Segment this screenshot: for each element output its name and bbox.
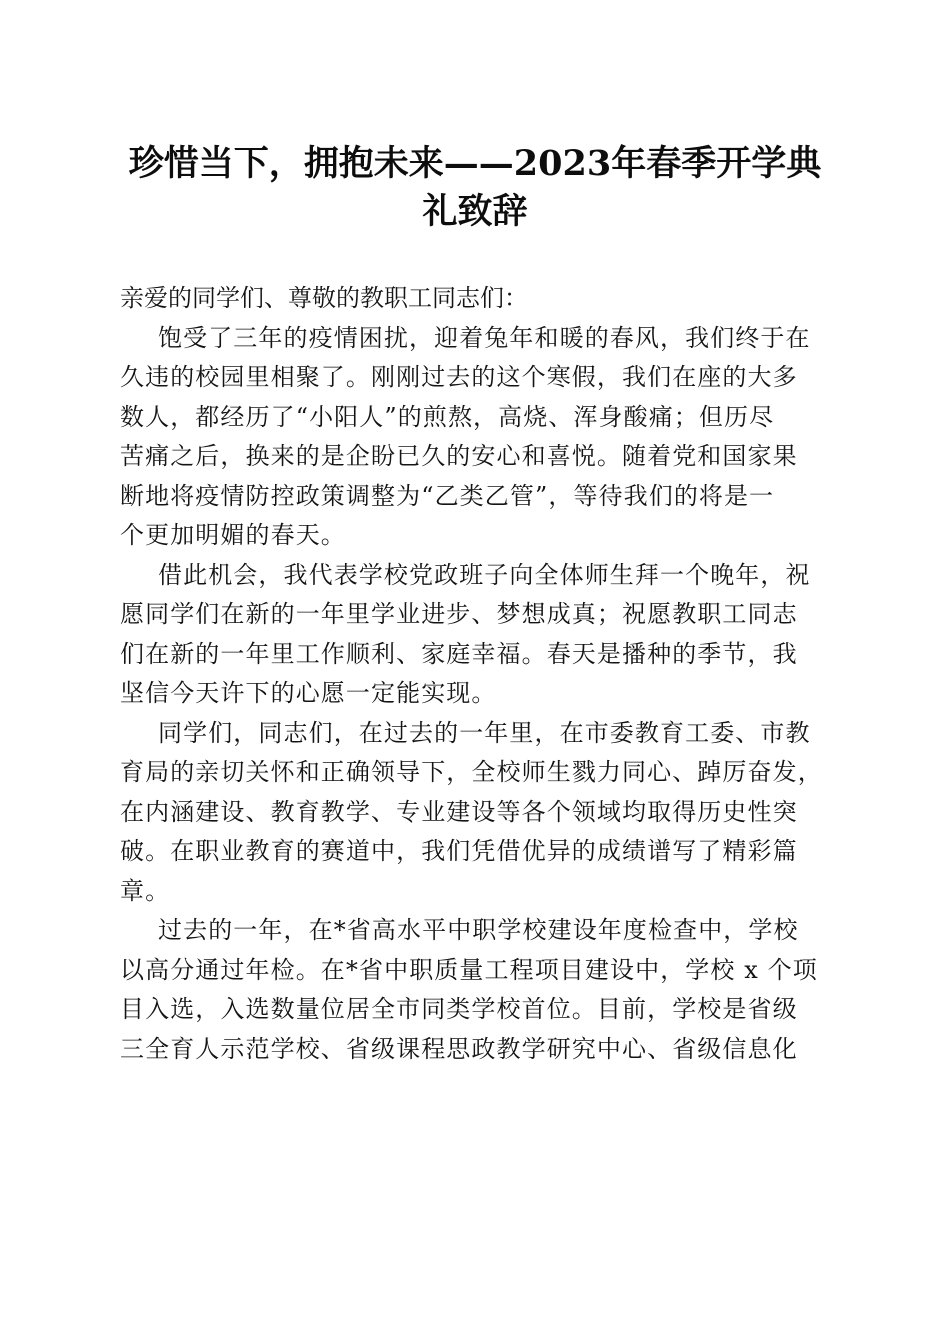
paragraph-2 bbox=[120, 556, 832, 714]
title-line-2: 礼致辞 bbox=[422, 191, 528, 232]
paragraph-line: 借此机会，我代表学校党政班子向全体师生拜一个晚年，祝 bbox=[158, 560, 811, 589]
paragraph-line: 过去的一年，在*省高水平中职学校建设年度检查中，学校 bbox=[158, 916, 799, 944]
paragraph-line: 愿同学们在新的一年里学业进步、梦想成真；祝愿教职工同志 bbox=[120, 600, 798, 628]
paragraph-3 bbox=[120, 714, 832, 912]
paragraph-line: 饱受了三年的疫情困扰，迎着兔年和暖的春风，我们终于在 bbox=[158, 323, 811, 352]
paragraph-1 bbox=[120, 319, 832, 556]
paragraph-4 bbox=[120, 911, 832, 1069]
salutation: 亲爱的同学们、尊敬的教职工同志们： bbox=[120, 284, 528, 312]
paragraph-line: 数人，都经历了“小阳人”的煎熬，高烧、浑身酸痛；但历尽 bbox=[120, 402, 775, 431]
paragraph-line: 个更加明媚的春天。 bbox=[120, 521, 346, 549]
document-title bbox=[110, 140, 840, 236]
title-line-1: 珍惜当下，拥抱未来——2023年春季开学典 bbox=[128, 143, 822, 184]
paragraph-line: 在内涵建设、教育教学、专业建设等各个领域均取得历史性突 bbox=[120, 797, 798, 826]
paragraph-line: 以高分通过年检。在*省中职质量工程项目建设中，学校 x 个项 bbox=[120, 955, 818, 984]
document-body bbox=[120, 279, 832, 1069]
paragraph-line: 破。在职业教育的赛道中，我们凭借优异的成绩谱写了精彩篇 bbox=[120, 837, 798, 865]
paragraph-line: 育局的亲切关怀和正确领导下，全校师生戮力同心、踔厉奋发， bbox=[120, 758, 823, 786]
paragraph-line: 久违的校园里相聚了。刚刚过去的这个寒假，我们在座的大多 bbox=[120, 363, 798, 391]
paragraph-line: 三全育人示范学校、省级课程思政教学研究中心、省级信息化 bbox=[120, 1034, 798, 1063]
paragraph-line: 苦痛之后，换来的是企盼已久的安心和喜悦。随着党和国家果 bbox=[120, 442, 798, 470]
paragraph-line: 同学们，同志们，在过去的一年里，在市委教育工委、市教 bbox=[158, 718, 811, 747]
paragraph-line: 断地将疫情防控政策调整为“乙类乙管”，等待我们的将是一 bbox=[120, 481, 775, 510]
paragraph-line: 目入选，入选数量位居全市同类学校首位。目前，学校是省级 bbox=[120, 995, 798, 1023]
paragraph-line: 们在新的一年里工作顺利、家庭幸福。春天是播种的季节，我 bbox=[120, 639, 798, 668]
paragraph-line: 章。 bbox=[120, 876, 171, 905]
paragraph-line: 坚信今天许下的心愿一定能实现。 bbox=[120, 679, 497, 707]
